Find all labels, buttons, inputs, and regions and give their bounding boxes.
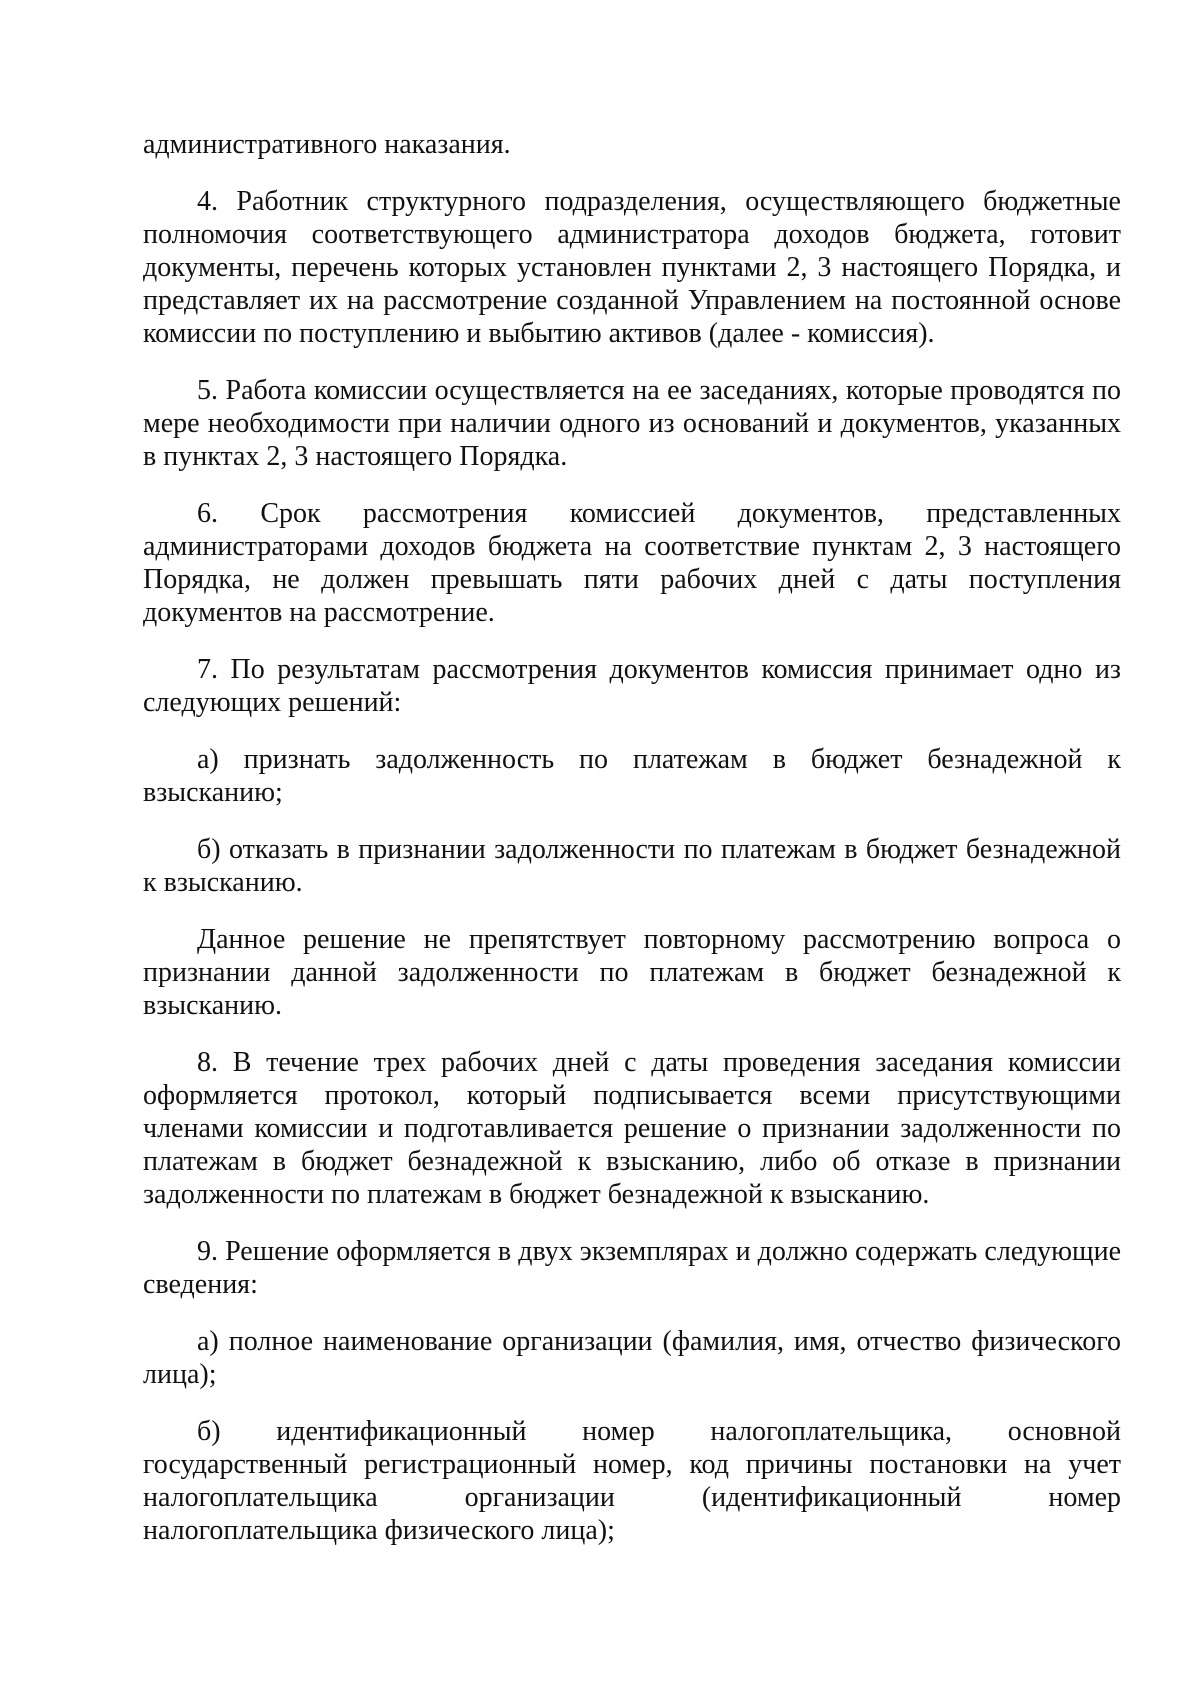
paragraph-7-note: Данное решение не препятствует повторному рассмотрению вопроса о признании данной задолженности по платежам в бюджет безнадежной к взысканию.: [143, 924, 1121, 1021]
paragraph-9: 9. Решение оформляется в двух экземплярах и должно содержать следующие сведения:: [143, 1236, 1121, 1300]
paragraph-7b: б) отказать в признании задолженности по платежам в бюджет безнадежной к взысканию.: [143, 834, 1121, 898]
paragraph-6: 6. Срок рассмотрения комиссией документов, представленных администраторами доходов бюджета на соответствие пунктам 2, 3 настоящего Порядка, не должен превышать пяти рабочих дней с даты поступления документов на рассмотрение.: [143, 498, 1121, 628]
paragraph-9a: а) полное наименование организации (фамилия, имя, отчество физического лица);: [143, 1326, 1121, 1390]
paragraph-5: 5. Работа комиссии осуществляется на ее заседаниях, которые проводятся по мере необходимости при наличии одного из оснований и документов, указанных в пунктах 2, 3 настоящего Порядка.: [143, 375, 1121, 472]
document-page: [143, 128, 1121, 1571]
paragraph-8: 8. В течение трех рабочих дней с даты проведения заседания комиссии оформляется протокол, который подписывается всеми присутствующими членами комиссии и подготавливается решение о признании задолженности по платежам в бюджет безнадежной к взысканию, либо об отказе в признании задолженности по платежам в бюджет безнадежной к взысканию.: [143, 1047, 1121, 1210]
paragraph-continuation: административного наказания.: [143, 129, 511, 160]
paragraph-7: 7. По результатам рассмотрения документов комиссия принимает одно из следующих решений:: [143, 654, 1121, 718]
paragraph-4: 4. Работник структурного подразделения, осуществляющего бюджетные полномочия соответствующего администратора доходов бюджета, готовит документы, перечень которых установлен пунктами 2, 3 настоящего Порядка, и представляет их на рассмотрение созданной Управлением на постоянной основе комиссии по поступлению и выбытию активов (далее - комиссия).: [143, 186, 1121, 349]
paragraph-7a: а) признать задолженность по платежам в бюджет безнадежной к взысканию;: [143, 744, 1121, 808]
paragraph-9b: б) идентификационный номер налогоплательщика, основной государственный регистрационный номер, код причины постановки на учет налогоплательщика организации (идентификационный номер налогоплательщика физического лица);: [143, 1416, 1121, 1546]
